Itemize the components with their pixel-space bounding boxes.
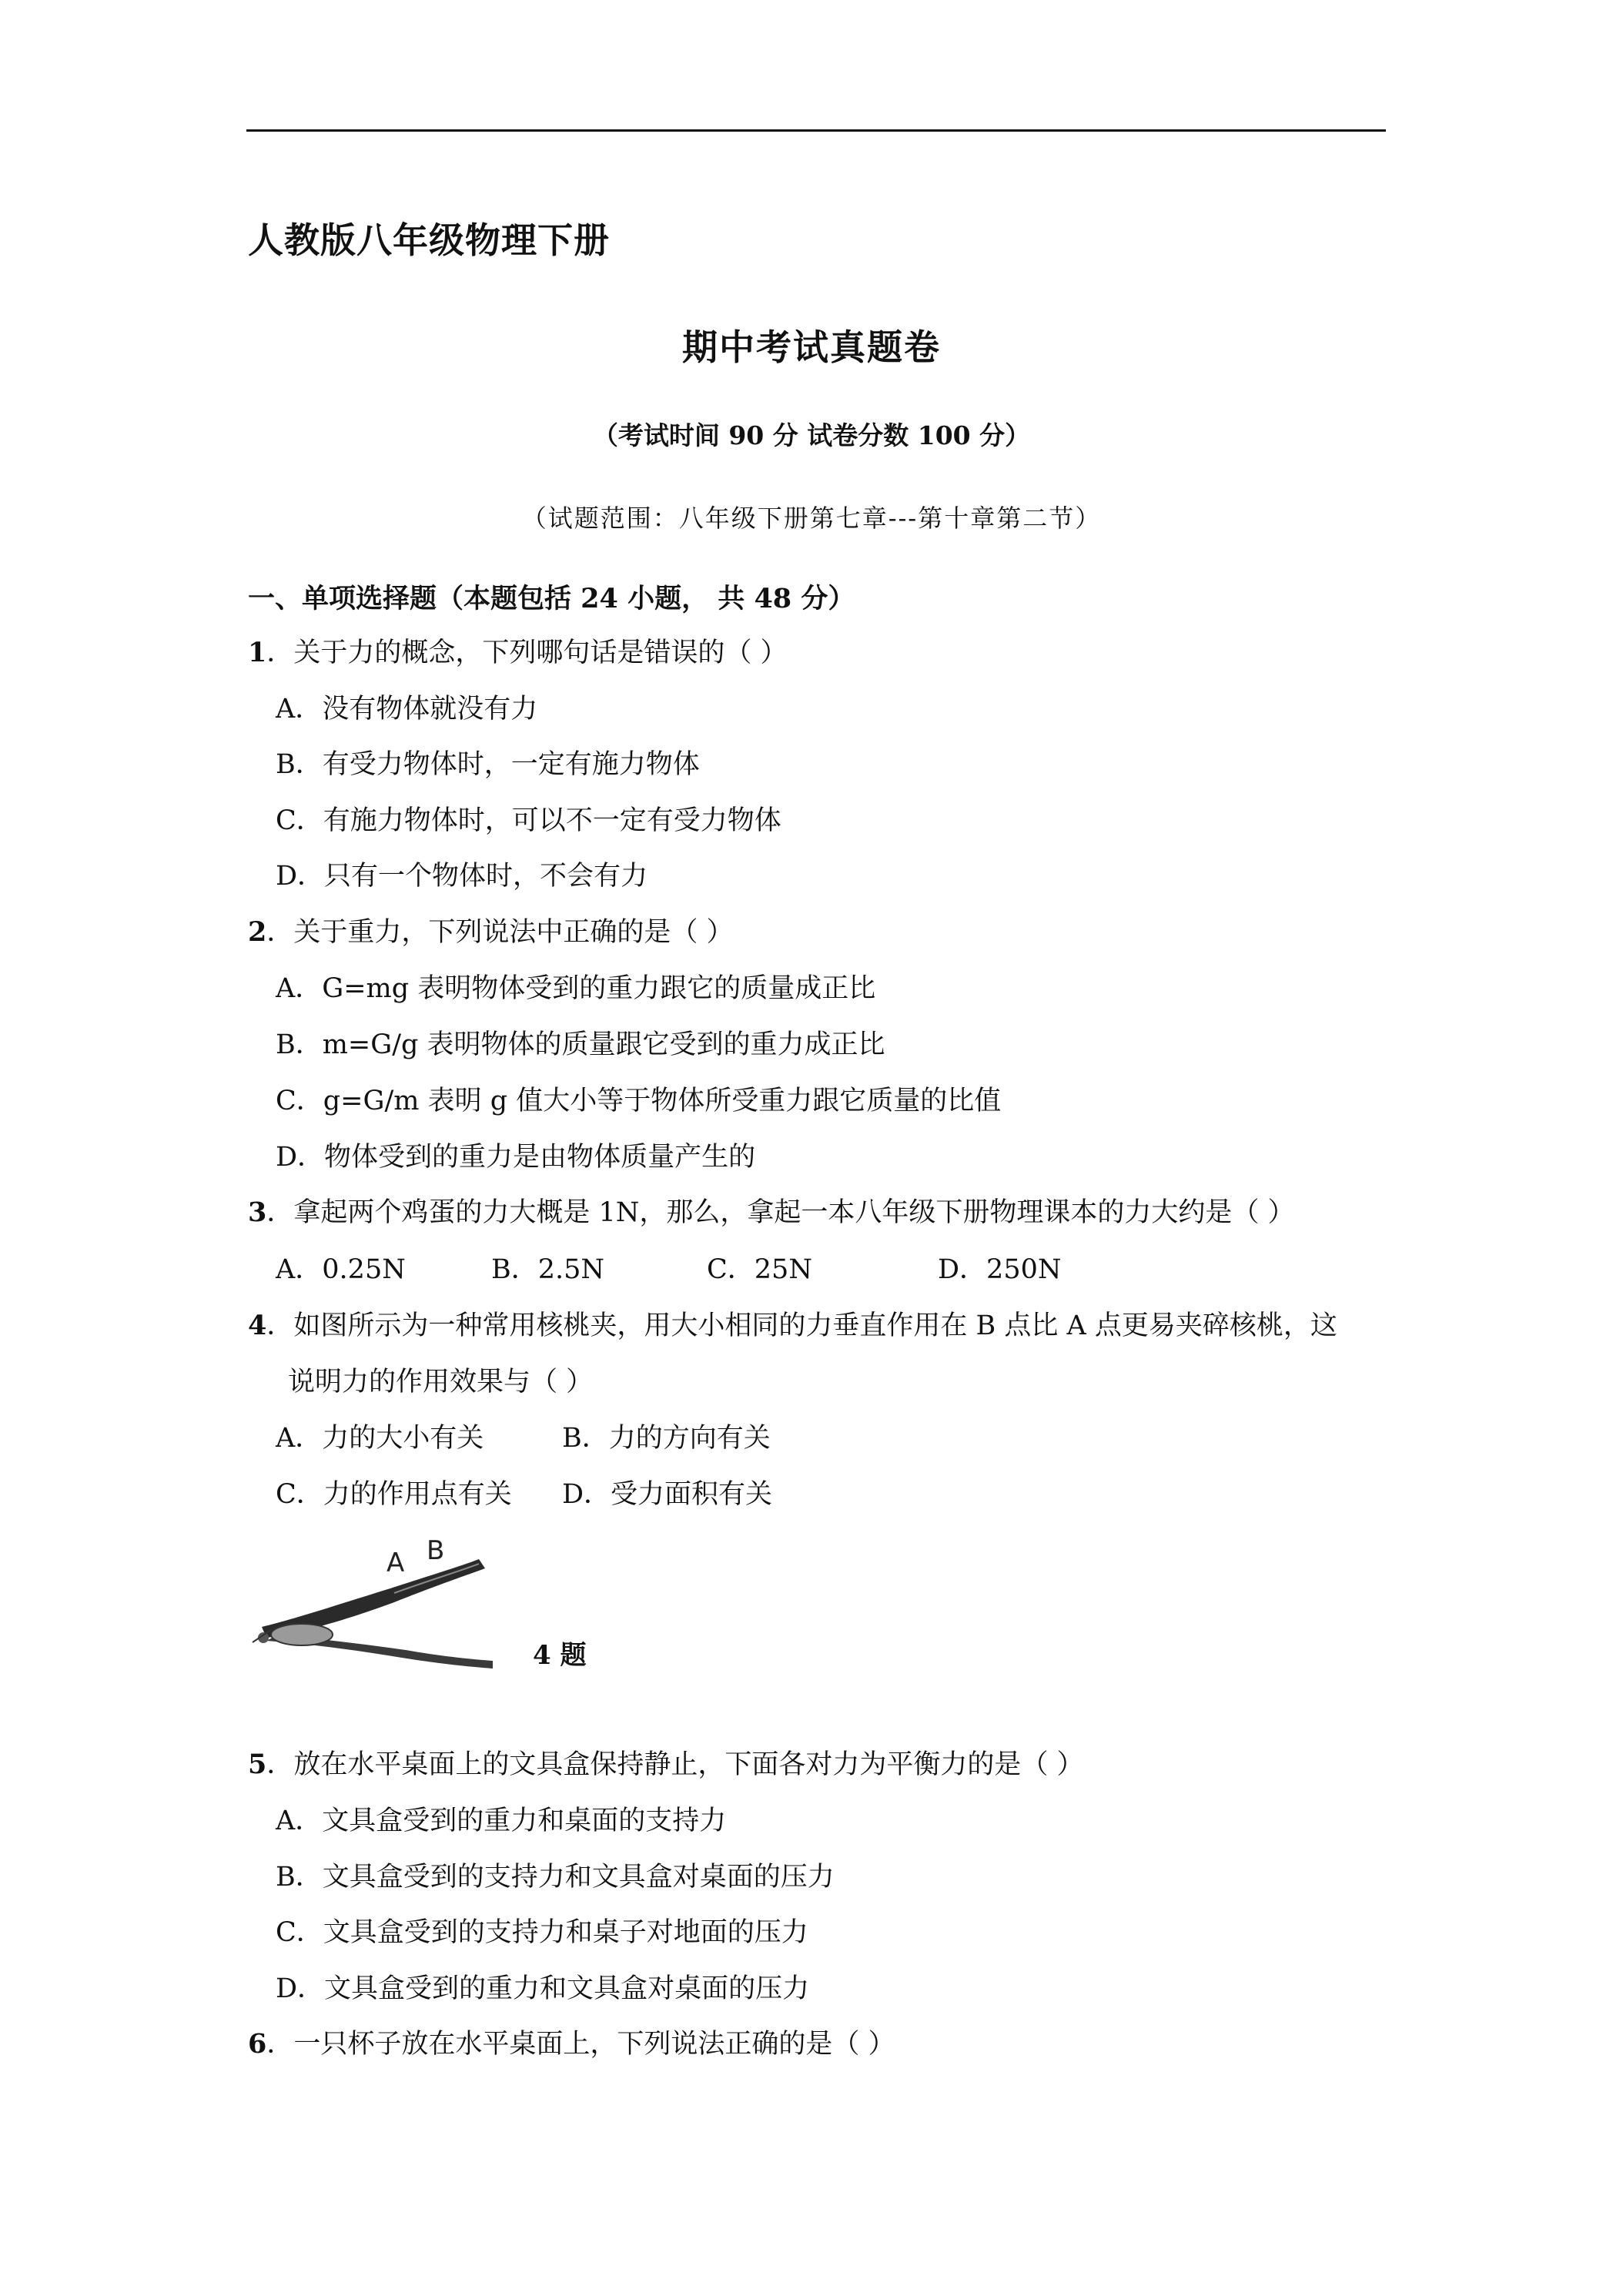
q5-option-a: A．文具盒受到的重力和桌面的支持力: [276, 1806, 727, 1836]
figure-label: 4 题: [533, 1640, 587, 1671]
point-b-label: B: [427, 1535, 445, 1566]
jaw: [271, 1624, 333, 1645]
question-number: 2: [248, 916, 267, 948]
question-1: 1．关于力的概念，下列哪句话是错误的（ ）: [248, 637, 788, 668]
question-5: 5．放在水平桌面上的文具盒保持静止，下面各对力为平衡力的是（ ）: [248, 1749, 1084, 1780]
question-number: 1: [248, 637, 267, 668]
q2-option-a: A．G=mg 表明物体受到的重力跟它的质量成正比: [276, 973, 876, 1004]
q1-option-d: D．只有一个物体时，不会有力: [276, 861, 648, 892]
q3-option-d: D．250N: [938, 1254, 1062, 1285]
q5-option-d: D．文具盒受到的重力和文具盒对桌面的压力: [276, 1973, 810, 2004]
q3-option-c: C．25N: [707, 1254, 812, 1285]
question-4: 4．如图所示为一种常用核桃夹，用大小相同的力垂直作用在 B 点比 A 点更易夹碎核桃，这: [248, 1310, 1337, 1341]
question-number: 5: [248, 1749, 267, 1780]
q1-option-a: A．没有物体就没有力: [276, 694, 538, 725]
question-stem: 放在水平桌面上的文具盒保持静止，下面各对力为平衡力的是（ ）: [293, 1749, 1084, 1780]
question-6: 6．一只杯子放在水平桌面上，下列说法正确的是（ ）: [248, 2028, 895, 2060]
question-number: 4: [248, 1310, 267, 1341]
q3-option-a: A．0.25N: [276, 1254, 406, 1285]
book-title: 人教版八年级物理下册: [248, 219, 610, 261]
point-a-label: A: [387, 1548, 405, 1578]
question-4-continuation: 说明力的作用效果与（ ）: [288, 1367, 594, 1397]
question-stem: 如图所示为一种常用核桃夹，用大小相同的力垂直作用在 B 点比 A 点更易夹碎核桃，这: [293, 1310, 1337, 1341]
section-title: 一、单项选择题（本题包括 24 小题， 共 48 分）: [248, 583, 855, 614]
exam-info: （考试时间 90 分 试卷分数 100 分）: [592, 420, 1031, 450]
q1-option-c: C．有施力物体时，可以不一定有受力物体: [276, 805, 781, 836]
question-stem: 关于重力，下列说法中正确的是（ ）: [293, 917, 734, 948]
q4-option-c: C．力的作用点有关: [276, 1479, 512, 1510]
question-2: 2．关于重力，下列说法中正确的是（ ）: [248, 916, 734, 948]
question-stem: 拿起两个鸡蛋的力大概是 1N，那么，拿起一本八年级下册物理课本的力大约是（ ）: [293, 1197, 1295, 1228]
q2-option-b: B．m=G/g 表明物体的质量跟它受到的重力成正比: [276, 1029, 885, 1060]
nutcracker-figure: [248, 1528, 510, 1671]
header-rule: [246, 129, 1386, 132]
q1-option-b: B．有受力物体时，一定有施力物体: [276, 749, 700, 780]
exam-scope: （试题范围：八年级下册第七章---第十章第二节）: [521, 504, 1102, 533]
question-3: 3．拿起两个鸡蛋的力大概是 1N，那么，拿起一本八年级下册物理课本的力大约是（ ）: [248, 1197, 1295, 1228]
grip-highlight: [394, 1564, 479, 1593]
q4-option-b: B．力的方向有关: [562, 1423, 771, 1454]
q2-option-c: C．g=G/m 表明 g 值大小等于物体所受重力跟它质量的比值: [276, 1086, 1002, 1116]
question-number: 3: [248, 1197, 267, 1228]
question-number: 6: [248, 2028, 267, 2060]
q5-option-c: C．文具盒受到的支持力和桌子对地面的压力: [276, 1917, 808, 1948]
exam-title: 期中考试真题卷: [682, 326, 941, 368]
q3-option-b: B．2.5N: [491, 1254, 605, 1285]
q4-option-d: D．受力面积有关: [562, 1479, 773, 1510]
q5-option-b: B．文具盒受到的支持力和文具盒对桌面的压力: [276, 1862, 835, 1893]
question-stem: 关于力的概念，下列哪句话是错误的（ ）: [293, 638, 788, 668]
question-stem: 一只杯子放在水平桌面上，下列说法正确的是（ ）: [293, 2029, 895, 2060]
q2-option-d: D．物体受到的重力是由物体质量产生的: [276, 1142, 756, 1173]
q4-option-a: A．力的大小有关: [276, 1423, 484, 1454]
